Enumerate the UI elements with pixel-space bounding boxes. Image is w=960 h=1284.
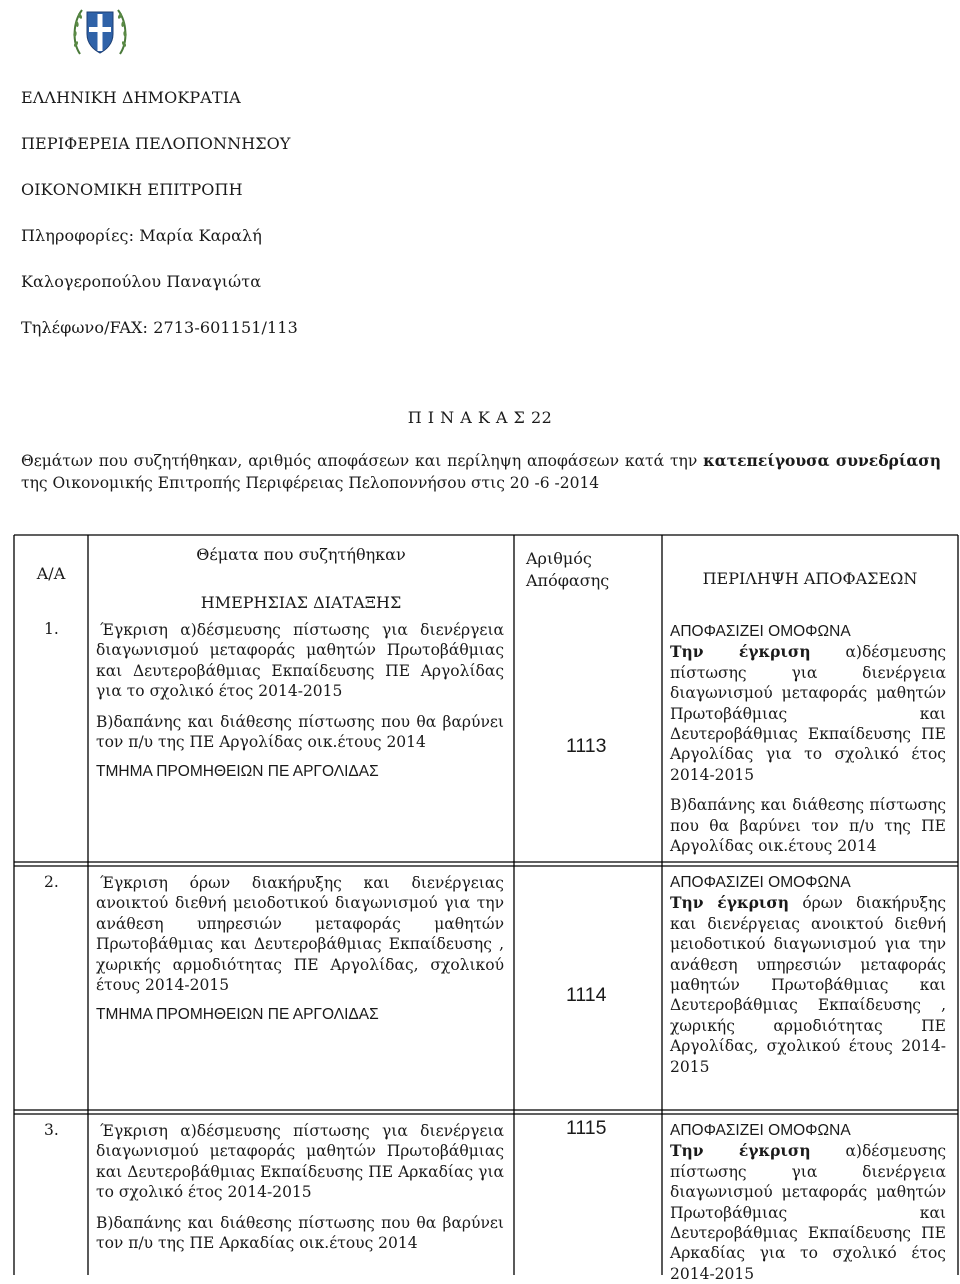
row-3-topic-a: Έγκριση α)δέσμευσης πίστωσης για διενέργεια διαγωνισμού μεταφοράς μαθητών Πρωτοβάθμιας και Δευτεροβάθμιας Εκπαίδευσης ΠΕ Αρκαδίας για το σχολικό έτος 2014-2015 bbox=[96, 1122, 504, 1202]
row-2-summary bbox=[670, 873, 946, 1077]
row-1-summary-a-text: α)δέσμευσης πίστωσης για διενέργεια διαγωνισμού μεταφοράς μαθητών Πρωτοβάθμιας και Δευτεροβάθμιας Εκπαίδευσης ΠΕ Αργολίδας για το σχολικό έτος 2014-2015 bbox=[670, 643, 946, 784]
header-decision-no: Αριθμός Απόφασης bbox=[526, 549, 610, 590]
header-aa: Α/Α bbox=[36, 564, 66, 583]
subtitle-text-1: Θεμάτων που συζητήθηκαν, αριθμός αποφάσεων και περίληψη αποφάσεων κατά την bbox=[21, 452, 704, 470]
row-3-topic bbox=[96, 1121, 504, 1253]
row-2-topic bbox=[96, 873, 504, 1026]
row-2-summary-a-text: όρων διακήρυξης και διενέργειας ανοικτού διεθνή μειοδοτικού διαγωνισμού για την ανάθεση υπηρεσιών μεταφοράς μαθητών Πρωτοβάθμιας και Δευτεροβάθμιας Εκπαίδευσης , χωρικής αρμοδιότητας ΠΕ Αργολίδας, σχολικού έτους 2014-2015 bbox=[670, 894, 947, 1076]
row-1-number: 1. bbox=[44, 620, 59, 638]
row-3-summary-a bbox=[670, 1141, 946, 1284]
row-1-summary bbox=[670, 622, 946, 856]
page-subtitle bbox=[21, 450, 941, 494]
header-line-committee: ΟΙΚΟΝΟΜΙΚΗ ΕΠΙΤΡΟΠΗ bbox=[21, 180, 243, 199]
row-3-decision-number: 1115 bbox=[566, 1117, 607, 1139]
hellenic-republic-emblem-icon bbox=[70, 4, 130, 60]
row-3-summary bbox=[670, 1121, 946, 1284]
page-title: Π Ι Ν Α Κ Α Σ 22 bbox=[407, 408, 553, 427]
row-3-approval: Την έγκριση bbox=[670, 1141, 811, 1161]
row-3-number: 3. bbox=[44, 1121, 59, 1139]
row-1-decision-number: 1113 bbox=[566, 735, 607, 757]
row-2-approval: Την έγκριση bbox=[670, 893, 790, 913]
row-1-approval: Την έγκριση bbox=[670, 642, 811, 662]
row-1-topic-b: Β)δαπάνης και διάθεσης πίστωσης που θα βαρύνει τον π/υ της ΠΕ Αργολίδας οικ.έτους 2014 bbox=[96, 712, 504, 752]
subtitle-bold-session: κατεπείγουσα συνεδρίαση bbox=[703, 451, 941, 470]
row-1-summary-a bbox=[670, 642, 946, 785]
row-3-topic-b: Β)δαπάνης και διάθεσης πίστωσης που θα βαρύνει τον π/υ της ΠΕ Αρκαδίας οικ.έτους 2014 bbox=[96, 1213, 504, 1253]
row-3-summary-a-text: α)δέσμευσης πίστωσης για διενέργεια διαγωνισμού μεταφοράς μαθητών Πρωτοβάθμιας και Δευτεροβάθμιας Εκπαίδευσης ΠΕ Αρκαδίας για το σχολικό έτος 2014-2015 bbox=[670, 1142, 946, 1283]
header-line-phone: Τηλέφωνο/FAX: 2713-601151/113 bbox=[21, 318, 298, 337]
header-topics: Θέματα που συζητήθηκαν bbox=[196, 545, 406, 564]
row-2-department: ΤΜΗΜΑ ΠΡΟΜΗΘΕΙΩΝ ΠΕ ΑΡΓΟΛΙΔΑΣ bbox=[96, 1006, 379, 1024]
row-2-unanimous: ΑΠΟΦΑΣΙΖΕΙ ΟΜΟΦΩΝΑ bbox=[670, 874, 851, 891]
row-3-unanimous: ΑΠΟΦΑΣΙΖΕΙ ΟΜΟΦΩΝΑ bbox=[670, 1122, 851, 1139]
row-2-number: 2. bbox=[44, 873, 59, 891]
row-1-topic bbox=[96, 620, 504, 783]
subtitle-text-2: της Οικονομικής Επιτροπής Περιφέρειας Πελοποννήσου στις 20 -6 -2014 bbox=[21, 474, 600, 492]
row-1-department: ΤΜΗΜΑ ΠΡΟΜΗΘΕΙΩΝ ΠΕ ΑΡΓΟΛΙΔΑΣ bbox=[96, 763, 379, 781]
header-line-contact-2: Καλογεροπούλου Παναγιώτα bbox=[21, 272, 262, 291]
row-1-summary-b: Β)δαπάνης και διάθεσης πίστωσης που θα βαρύνει τον π/υ της ΠΕ Αργολίδας οικ.έτους 2014 bbox=[670, 796, 946, 856]
row-1-topic-a: Έγκριση α)δέσμευσης πίστωσης για διενέργεια διαγωνισμού μεταφοράς μαθητών Πρωτοβάθμιας και Δευτεροβάθμιας Εκπαίδευσης ΠΕ Αργολίδας για το σχολικό έτος 2014-2015 bbox=[96, 621, 504, 701]
row-2-decision-number: 1114 bbox=[566, 984, 607, 1006]
row-1-unanimous: ΑΠΟΦΑΣΙΖΕΙ ΟΜΟΦΩΝΑ bbox=[670, 623, 851, 640]
row-2-summary-a bbox=[670, 893, 946, 1077]
row-2-topic-a: Έγκριση όρων διακήρυξης και διενέργειας ανοικτού διεθνή μειοδοτικού διαγωνισμού για την ανάθεση υπηρεσιών μεταφοράς μαθητών Πρωτοβάθμιας και Δευτεροβάθμιας Εκπαίδευσης , χωρικής αρμοδιότητας ΠΕ Αργολίδας, σχολικού έτους 2014-2015 bbox=[96, 874, 504, 995]
header-line-republic: ΕΛΛΗΝΙΚΗ ΔΗΜΟΚΡΑΤΙΑ bbox=[21, 88, 241, 107]
header-line-region: ΠΕΡΙΦΕΡΕΙΑ ΠΕΛΟΠΟΝΝΗΣΟΥ bbox=[21, 134, 291, 153]
header-summary: ΠΕΡΙΛΗΨΗ ΑΠΟΦΑΣΕΩΝ bbox=[702, 569, 918, 588]
header-agenda: ΗΜΕΡΗΣΙΑΣ ΔΙΑΤΑΞΗΣ bbox=[200, 593, 402, 612]
header-line-info: Πληροφορίες: Μαρία Καραλή bbox=[21, 226, 262, 245]
